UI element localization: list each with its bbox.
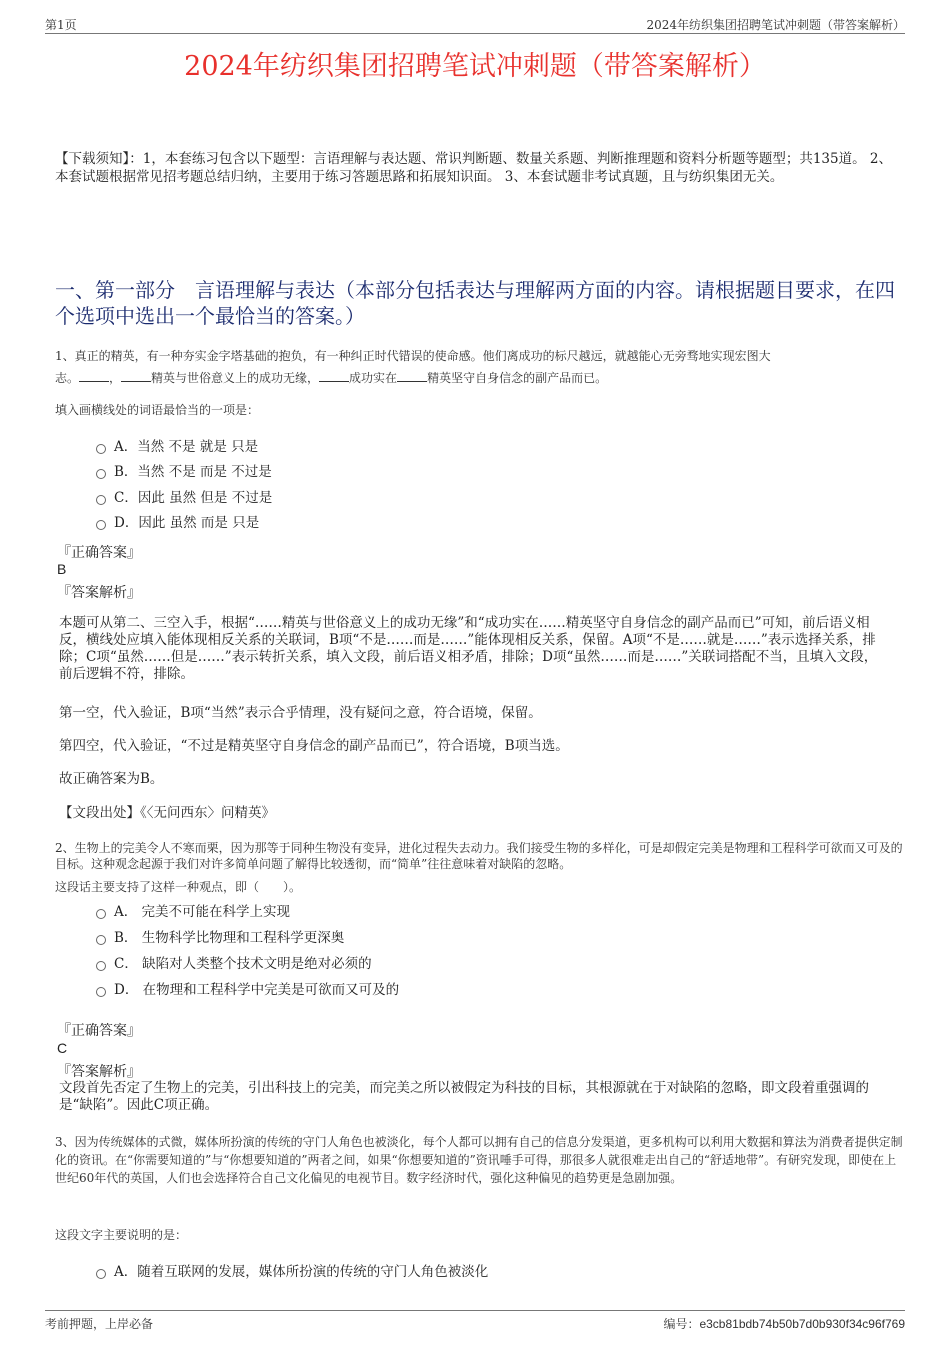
radio-icon[interactable] [96,444,106,454]
q1-stem-line1: 1、真正的精英，有一种夯实金字塔基础的抱负，有一种纠正时代错误的使命感。他们离成功的标尺越远，就越能心无旁骛地实现宏图大 [55,349,771,363]
option-label: B． 生物科学比物理和工程科学更深奥 [114,930,345,946]
q3-stem: 3、因为传统媒体的式微，媒体所扮演的传统的守门人角色也被淡化，每个人都可以拥有自己的信息分发渠道，更多机构可以利用大数据和算法为消费者提供定制化的资讯。在“你需要知道的”与“你想要知道的”两者之间，如果“你想要知道的”资讯唾手可得，那很多人就很难走出自己的“舒适地带”。有研究发现，即使在上世纪60年代的英国，人们也会选择符合自己文化偏见的电视节目。数字经济时代，强化这种偏见的趋势更是急剧加强。 [55,1135,903,1185]
radio-icon[interactable] [96,469,106,479]
option-label: B．当然 不是 而是 不过是 [114,464,272,480]
q1-option-c[interactable] [96,489,272,507]
q2-answer-label: 『正确答案』 [57,1023,141,1039]
q2-option-c[interactable] [96,955,372,973]
option-label: A． 完美不可能在科学上实现 [114,904,291,920]
footer-id-value: e3cb81bdb74b50b7d0b930f34c96f769 [699,1317,905,1331]
q2-analysis: 文段首先否定了生物上的完美，引出科技上的完美，而完美之所以被假定为科技的目标，其根源就在于对缺陷的忽略，即文段着重强调的是“缺陷”。因此C项正确。 [59,1080,869,1113]
q1-analysis-label: 『答案解析』 [57,585,141,601]
radio-icon[interactable] [96,987,106,997]
q1-option-b[interactable] [96,463,272,481]
document-title: 2024年纺织集团招聘笔试冲刺题（带答案解析） [184,51,766,82]
q1-source: 【文段出处】《〈无问西东〉问精英》 [59,805,275,821]
radio-icon[interactable] [96,961,106,971]
q1-answer: B [57,561,67,577]
option-label: C． 缺陷对人类整个技术文明是绝对必须的 [114,956,372,972]
q2-answer: C [57,1040,68,1056]
q3-prompt: 这段文字主要说明的是： [55,1228,188,1242]
option-label: A．随着互联网的发展，媒体所扮演的传统的守门人角色被淡化 [114,1264,489,1280]
q1-analysis-para1: 本题可从第二、三空入手，根据“……精英与世俗意义上的成功无缘”和“成功实在……精英坚守自身信念的副产品而已”可知，前后语义相反，横线处应填入能体现相反关系的关联词，B项“不是……而是……”能体现相反关系，保留。A项“不是……就是……”表示选择关系，排除；C项“虽然……但是……”表示转折关系，填入文段，前后语义相矛盾，排除；D项“虽然……而是……”关联词搭配不当，且填入文段，前后逻辑不符，排除。 [59,615,878,682]
q1-stem-part: ， [109,371,122,385]
q1-stem-part: 成功实在 [349,371,398,385]
option-label: A．当然 不是 就是 只是 [114,439,259,455]
page-number: 第1页 [45,18,77,32]
q1-option-a[interactable] [96,438,258,456]
footer-id-label: 编号： [663,1317,700,1331]
option-label: D． 在物理和工程科学中完美是可欲而又可及的 [114,982,400,998]
blank [397,369,427,382]
section-heading: 一、第一部分 言语理解与表达（本部分包括表达与理解两方面的内容。请根据题目要求，在四个选项中选出一个最恰当的答案。） [55,278,895,328]
radio-icon[interactable] [96,495,106,505]
blank [79,369,109,382]
footer-slogan: 考前押题，上岸必备 [45,1317,154,1331]
running-header-title: 2024年纺织集团招聘笔试冲刺题（带答案解析） [646,18,905,32]
q1-answer-label: 『正确答案』 [57,545,141,561]
q1-analysis-para2: 第一空，代入验证，B项“当然”表示合乎情理，没有疑问之意，符合语境，保留。 [59,705,542,721]
blank [121,369,151,382]
q1-stem-part: 志。 [55,371,80,385]
q2-stem: 2、生物上的完美令人不寒而栗，因为那等于同种生物没有变异，进化过程失去动力。我们接受生物的多样化，可是却假定完美是物理和工程科学可欲而又可及的目标。这种观念起源于我们对许多简单问题了解得比较透彻，而“简单”往往意味着对缺陷的忽略。 [55,841,903,871]
q3-option-a[interactable] [96,1263,488,1281]
q1-analysis-para3: 第四空，代入验证，“不过是精英坚守自身信念的副产品而已”，符合语境，B项当选。 [59,738,569,754]
q1-stem-part: 精英与世俗意义上的成功无缘， [151,371,320,385]
header-rule [45,33,905,34]
q2-analysis-label: 『答案解析』 [57,1064,141,1080]
footer-rule [45,1310,905,1311]
q1-stem-part: 精英坚守自身信念的副产品而已。 [427,371,608,385]
q2-option-a[interactable] [96,903,290,921]
q2-prompt: 这段话主要支持了这样一种观点，即（ ）。 [55,880,302,894]
option-label: C．因此 虽然 但是 不过是 [114,490,273,506]
radio-icon[interactable] [96,909,106,919]
download-notice: 【下载须知】：1，本套练习包含以下题型：言语理解与表达题、常识判断题、数量关系题、判断推理题和资料分析题等题型；共135道。 2、本套试题根据常见招考题总结归纳，主要用于练习答题思路和拓展知识面。 3、本套试题非考试真题，且与纺织集团无关。 [55,151,892,185]
radio-icon[interactable] [96,1269,106,1279]
footer-id [663,1315,905,1332]
radio-icon[interactable] [96,520,106,530]
radio-icon[interactable] [96,935,106,945]
option-label: D．因此 虽然 而是 只是 [114,515,260,531]
q1-option-d[interactable] [96,514,259,532]
q2-option-b[interactable] [96,929,344,947]
q1-stem-line2 [55,369,905,386]
q2-option-d[interactable] [96,981,399,999]
q1-prompt: 填入画横线处的词语最恰当的一项是： [55,403,260,417]
q1-analysis-para4: 故正确答案为B。 [59,771,164,787]
blank [319,369,349,382]
